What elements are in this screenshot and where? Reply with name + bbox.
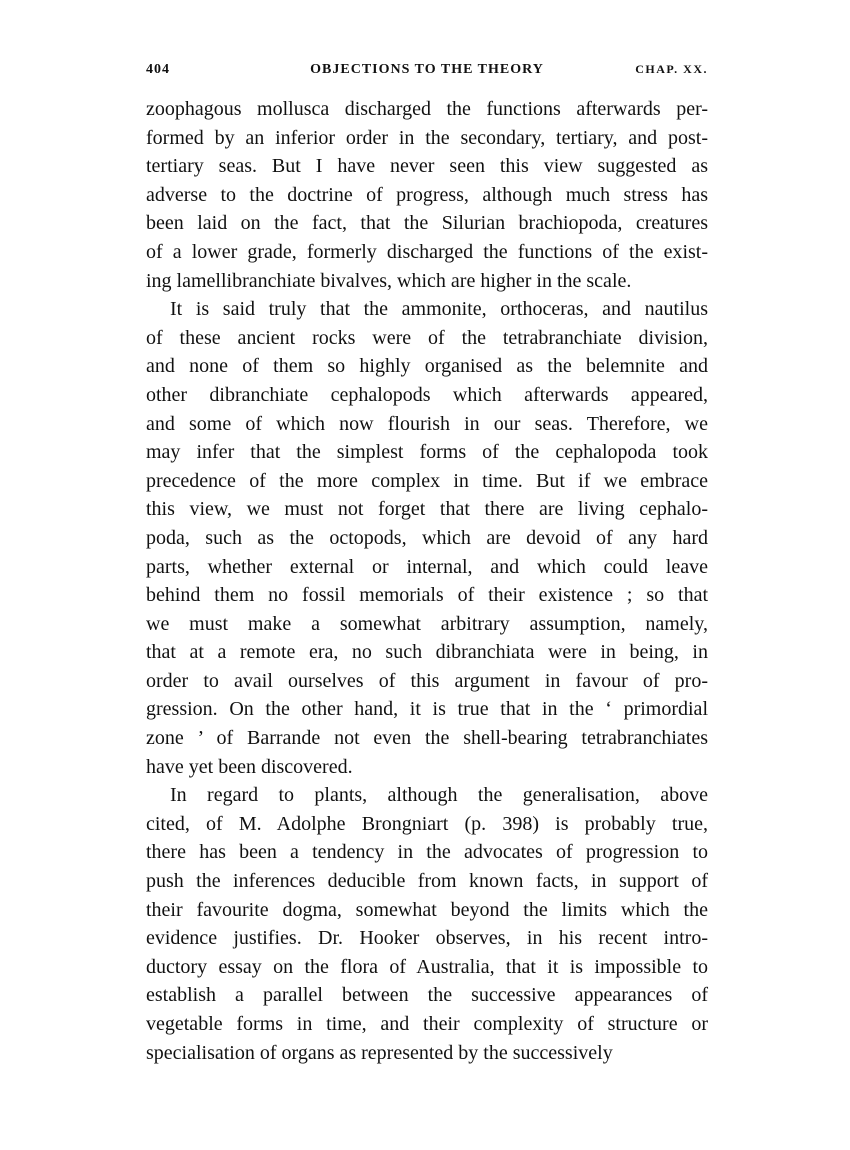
text-line: zone ’ of Barrande not even the shell-bearing tetrabranchiates — [146, 727, 708, 750]
text-line: other dibranchiate cephalopods which afterwards appeared, — [146, 383, 708, 406]
text-line: It is said truly that the ammonite, orthoceras, and nautilus — [170, 298, 708, 321]
paragraph — [146, 781, 708, 1067]
text-line: poda, such as the octopods, which are devoid of any hard — [146, 526, 708, 549]
text-line: zoophagous mollusca discharged the functions afterwards per- — [146, 98, 708, 120]
text-line: of a lower grade, formerly discharged the functions of the exist- — [146, 240, 708, 263]
text-line: tertiary seas. But I have never seen this view suggested as — [146, 155, 708, 178]
text-line: precedence of the more complex in time. But if we embrace — [146, 469, 708, 492]
page-number: 404 — [146, 62, 170, 77]
text-line: their favourite dogma, somewhat beyond the limits which the — [146, 898, 708, 921]
text-line: parts, whether external or internal, and which could leave — [146, 555, 708, 578]
text-line: there has been a tendency in the advocates of progression to — [146, 841, 708, 864]
text-line: that at a remote era, no such dibranchiata were in being, in — [146, 641, 708, 664]
book-page — [146, 0, 708, 1150]
paragraph — [146, 95, 708, 295]
text-line: and some of which now flourish in our seas. Therefore, we — [146, 412, 708, 435]
chapter-label: CHAP. XX. — [635, 62, 708, 76]
text-line: establish a parallel between the successive appearances of — [146, 984, 708, 1007]
text-line: In regard to plants, although the generalisation, above — [170, 784, 708, 807]
text-line: and none of them so highly organised as the belemnite and — [146, 355, 708, 378]
text-line: order to avail ourselves of this argument in favour of pro- — [146, 669, 708, 692]
text-line: this view, we must not forget that there are living cephalo- — [146, 498, 708, 521]
text-line: cited, of M. Adolphe Brongniart (p. 398) is probably true, — [146, 812, 708, 835]
paragraph — [146, 295, 708, 781]
text-line: may infer that the simplest forms of the cephalopoda took — [146, 441, 708, 464]
text-line: specialisation of organs as represented by the successively — [146, 1041, 613, 1064]
text-line: formed by an inferior order in the secondary, tertiary, and post- — [146, 126, 708, 149]
text-line: ing lamellibranchiate bivalves, which are higher in the scale. — [146, 269, 632, 292]
body-text — [146, 95, 708, 1067]
text-line: have yet been discovered. — [146, 755, 353, 778]
text-line: been laid on the fact, that the Silurian brachiopoda, creatures — [146, 212, 708, 235]
text-line: we must make a somewhat arbitrary assumption, namely, — [146, 612, 708, 635]
text-line: behind them no fossil memorials of their existence ; so that — [146, 584, 708, 607]
text-line: vegetable forms in time, and their complexity of structure or — [146, 1013, 708, 1035]
text-line: push the inferences deducible from known facts, in support of — [146, 870, 708, 893]
running-title: OBJECTIONS TO THE THEORY — [310, 62, 544, 77]
text-line: gression. On the other hand, it is true that in the ‘ primordial — [146, 698, 708, 721]
text-line: adverse to the doctrine of progress, although much stress has — [146, 183, 708, 206]
text-line: ductory essay on the flora of Australia, that it is impossible to — [146, 955, 708, 978]
text-line: of these ancient rocks were of the tetrabranchiate division, — [146, 326, 708, 349]
text-line: evidence justifies. Dr. Hooker observes, in his recent intro- — [146, 927, 708, 950]
running-head — [146, 62, 708, 86]
